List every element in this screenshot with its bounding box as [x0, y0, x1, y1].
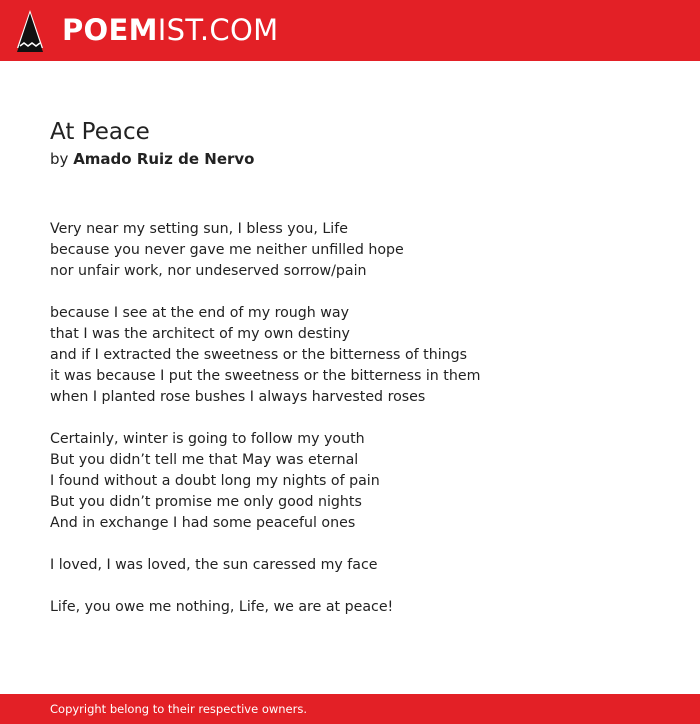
pencil-tip-icon[interactable] [17, 10, 43, 52]
poem-stanza [50, 429, 650, 534]
brand-bold: POEM [62, 13, 158, 47]
poem-content [50, 118, 650, 639]
poem-stanza [50, 303, 650, 408]
poem-line: because you never gave me neither unfilled hope [50, 242, 404, 258]
poem-line: Very near my setting sun, I bless you, Life [50, 221, 348, 237]
poem-byline [50, 149, 650, 169]
poem-line: But you didn’t promise me only good nights [50, 494, 362, 510]
poem-line: when I planted rose bushes I always harvested roses [50, 389, 426, 405]
copyright-text: Copyright belong to their respective owners. [50, 702, 308, 716]
poem-body [50, 219, 650, 618]
poem-line: because I see at the end of my rough way [50, 305, 350, 321]
poem-line: And in exchange I had some peaceful ones [50, 515, 356, 531]
poem-title: At Peace [50, 119, 150, 145]
poem-line: that I was the architect of my own destiny [50, 326, 350, 342]
poem-line: Life, you owe me nothing, Life, we are at peace! [50, 599, 394, 615]
poem-line: But you didn’t tell me that May was eternal [50, 452, 359, 468]
poem-line: I loved, I was loved, the sun caressed my face [50, 557, 378, 573]
poem-author: Amado Ruiz de Nervo [73, 150, 255, 168]
site-header [0, 0, 700, 61]
poem-line: it was because I put the sweetness or the bitterness in them [50, 368, 481, 384]
poem-stanza [50, 597, 650, 618]
poem-line: I found without a doubt long my nights of pain [50, 473, 380, 489]
poem-line: nor unfair work, nor undeserved sorrow/pain [50, 263, 367, 279]
brand-light: IST.COM [157, 13, 279, 47]
site-footer [0, 694, 700, 724]
poem-stanza [50, 555, 650, 576]
poem-stanza [50, 219, 650, 282]
poem-line: Certainly, winter is going to follow my youth [50, 431, 365, 447]
site-logo-text[interactable] [62, 14, 278, 46]
by-label: by [50, 150, 69, 168]
poem-line: and if I extracted the sweetness or the bitterness of things [50, 347, 468, 363]
